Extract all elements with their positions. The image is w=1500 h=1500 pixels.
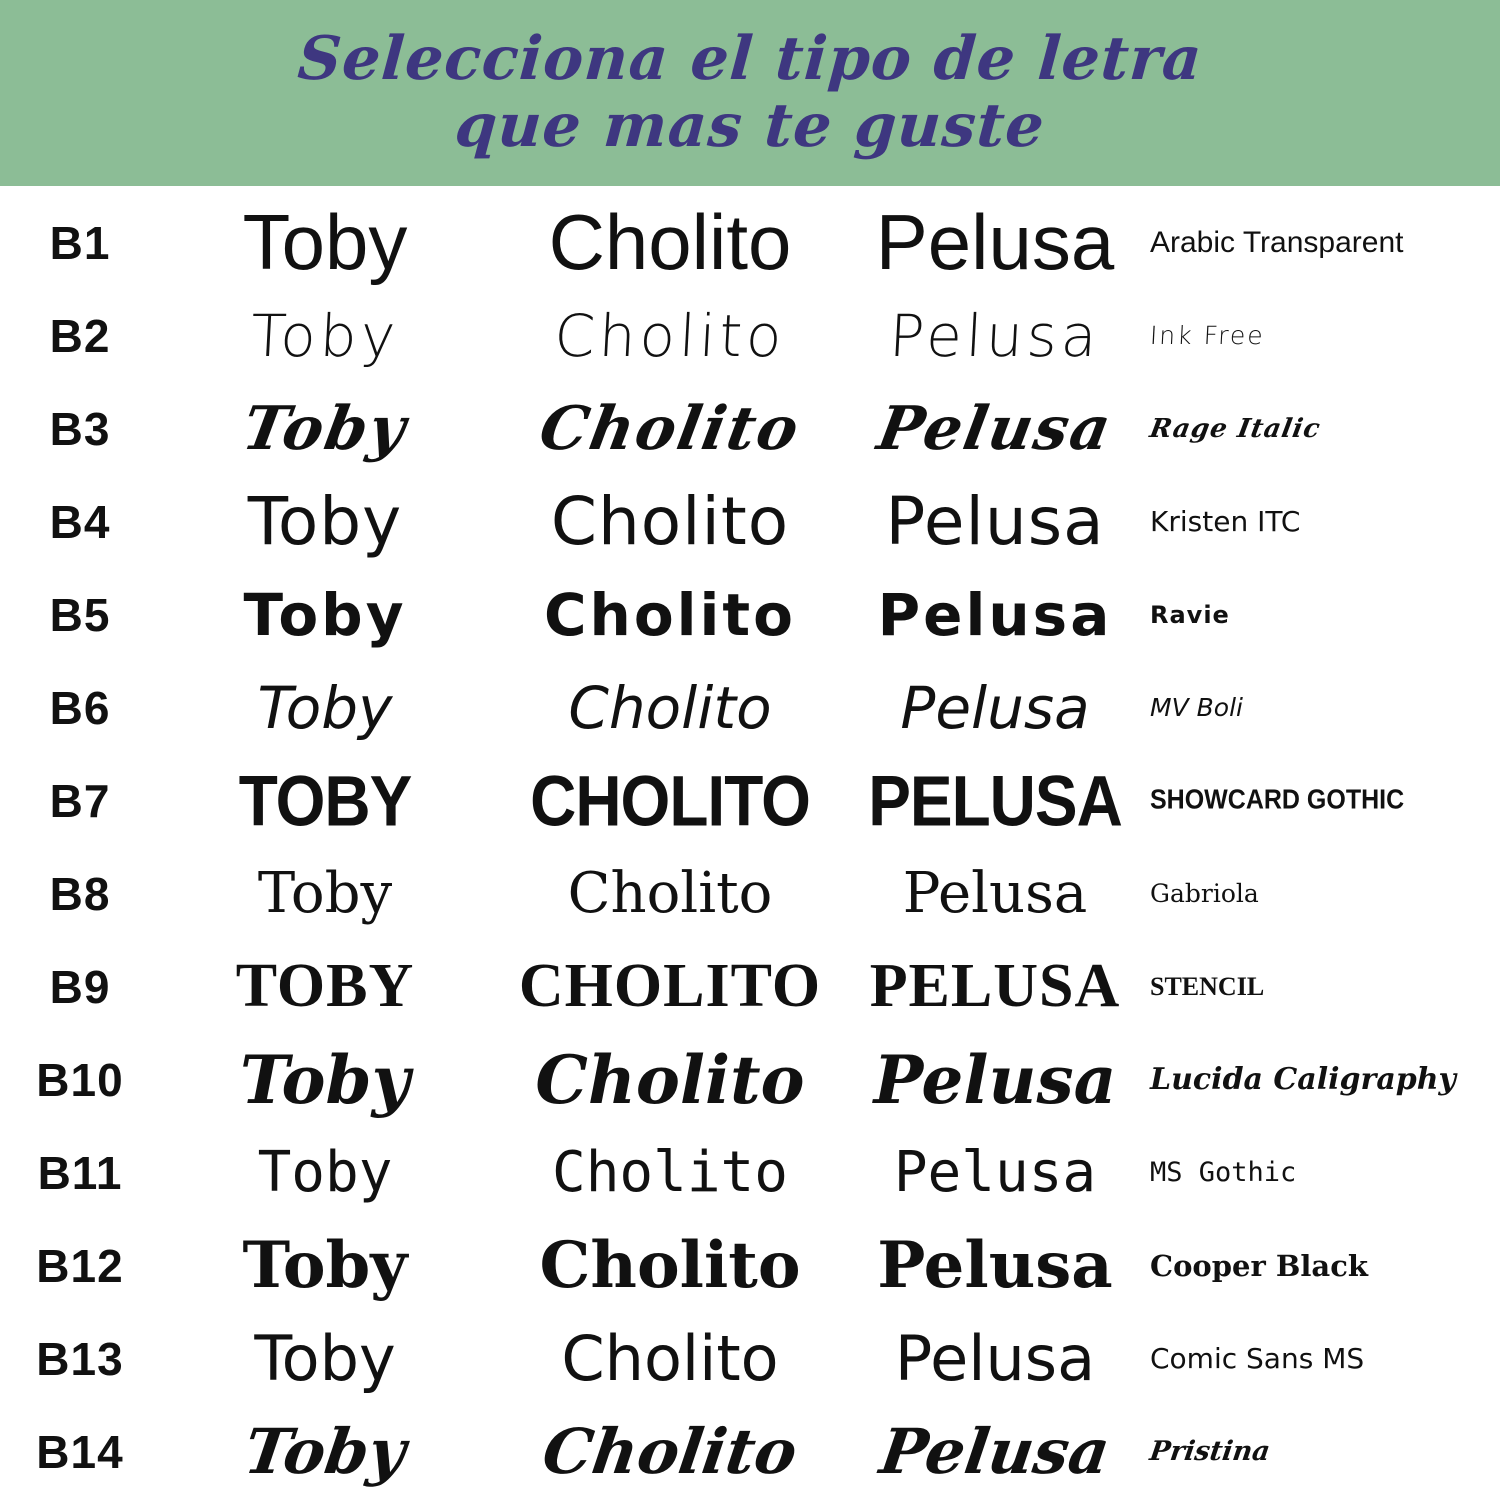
sample-toby: Toby — [247, 483, 403, 560]
font-name-label: Kristen ITC — [1150, 505, 1301, 538]
font-row-b13[interactable] — [0, 1312, 1500, 1405]
sample-toby: Toby — [257, 861, 393, 926]
sample-cholito: Cholito — [534, 393, 806, 464]
row-label: B6 — [49, 681, 111, 734]
sample-toby: Toby — [243, 580, 407, 649]
font-row-b5[interactable] — [0, 568, 1500, 661]
sample-cholito: Cholito — [551, 1140, 788, 1205]
sample-cholito: CHOLITO — [530, 760, 810, 841]
row-label: B12 — [36, 1239, 124, 1292]
sample-pelusa: Pelusa — [877, 1228, 1113, 1303]
sample-cholito: CHOLITO — [518, 952, 822, 1020]
font-name-label: Ravie — [1150, 600, 1230, 629]
sample-pelusa: Pelusa — [893, 1140, 1097, 1205]
font-row-b8[interactable] — [0, 847, 1500, 940]
sample-toby: TOBY — [238, 760, 412, 841]
font-name-label: Comic Sans MS — [1150, 1342, 1365, 1375]
sample-cholito: Cholito — [535, 1040, 805, 1119]
sample-pelusa: PELUSA — [868, 760, 1122, 841]
font-name-label: Gabriola — [1150, 879, 1259, 908]
sample-toby: Toby — [237, 393, 413, 464]
sample-cholito: Cholito — [548, 198, 792, 286]
font-row-b14[interactable] — [0, 1405, 1500, 1498]
font-row-b12[interactable] — [0, 1219, 1500, 1312]
sample-pelusa: PELUSA — [869, 952, 1121, 1020]
font-name-label: STENCIL — [1150, 971, 1265, 1001]
row-label: B5 — [49, 588, 111, 641]
sample-pelusa: Pelusa — [872, 393, 1118, 464]
sample-cholito: Cholito — [539, 1228, 801, 1303]
font-row-b3[interactable] — [0, 382, 1500, 475]
font-name-label: Ink Free — [1149, 321, 1266, 350]
row-label: B1 — [49, 216, 111, 269]
row-label: B7 — [49, 774, 111, 827]
page-title-line1: Selecciona el tipo de letra — [295, 23, 1205, 94]
sample-toby: Toby — [249, 301, 401, 370]
sample-cholito: Cholito — [552, 301, 788, 370]
row-label: B2 — [49, 309, 111, 362]
font-name-label: Pristina — [1147, 1436, 1273, 1467]
row-label: B9 — [49, 960, 111, 1013]
row-label: B11 — [37, 1146, 123, 1199]
sample-cholito: Cholito — [543, 580, 797, 649]
font-name-label: Arabic Transparent — [1150, 225, 1404, 259]
font-name-label: MV Boli — [1150, 693, 1243, 722]
row-label: B4 — [49, 495, 111, 548]
sample-cholito: Cholito — [538, 1415, 802, 1488]
font-name-label: Cooper Black — [1150, 1248, 1368, 1283]
font-name-label: Lucida Caligraphy — [1150, 1062, 1456, 1097]
sample-pelusa: Pelusa — [894, 1322, 1096, 1395]
sample-toby: Toby — [239, 1040, 411, 1119]
sample-pelusa: Pelusa — [887, 301, 1103, 370]
row-label: B8 — [49, 867, 111, 920]
header-banner — [0, 0, 1500, 186]
font-row-b10[interactable] — [0, 1033, 1500, 1126]
sample-cholito: Cholito — [561, 1322, 779, 1395]
sample-pelusa: Pelusa — [902, 861, 1088, 926]
sample-cholito: Cholito — [568, 673, 772, 742]
sample-pelusa: Pelusa — [873, 1040, 1117, 1119]
font-row-b6[interactable] — [0, 661, 1500, 754]
page-title-line2: que mas te guste — [452, 91, 1048, 161]
sample-pelusa: Pelusa — [900, 673, 1090, 742]
sample-cholito: Cholito — [550, 483, 790, 560]
font-table — [0, 186, 1500, 1498]
font-name-label: MS Gothic — [1150, 1157, 1297, 1188]
sample-pelusa: Pelusa — [875, 198, 1115, 286]
row-label: B13 — [36, 1332, 124, 1385]
font-row-b7[interactable] — [0, 754, 1500, 847]
font-name-label: Rage Italic — [1147, 413, 1324, 444]
font-row-b4[interactable] — [0, 475, 1500, 568]
sample-toby: Toby — [257, 1140, 393, 1205]
sample-cholito: Cholito — [567, 861, 773, 926]
sample-toby: Toby — [242, 198, 408, 286]
font-row-b1[interactable] — [0, 196, 1500, 289]
sample-toby: Toby — [239, 1415, 411, 1488]
row-label: B14 — [36, 1425, 124, 1478]
font-row-b2[interactable] — [0, 289, 1500, 382]
sample-pelusa: Pelusa — [877, 580, 1113, 649]
sample-toby: Toby — [242, 1228, 408, 1303]
font-name-label: SHOWCARD GOTHIC — [1150, 784, 1405, 816]
font-row-b11[interactable] — [0, 1126, 1500, 1219]
row-label: B10 — [36, 1053, 124, 1106]
sample-pelusa: Pelusa — [875, 1415, 1115, 1488]
sample-toby: Toby — [254, 1322, 396, 1395]
font-row-b9[interactable] — [0, 940, 1500, 1033]
sample-toby: TOBY — [235, 952, 415, 1020]
row-label: B3 — [49, 402, 111, 455]
sample-pelusa: Pelusa — [885, 483, 1105, 560]
sample-toby: Toby — [257, 673, 393, 742]
